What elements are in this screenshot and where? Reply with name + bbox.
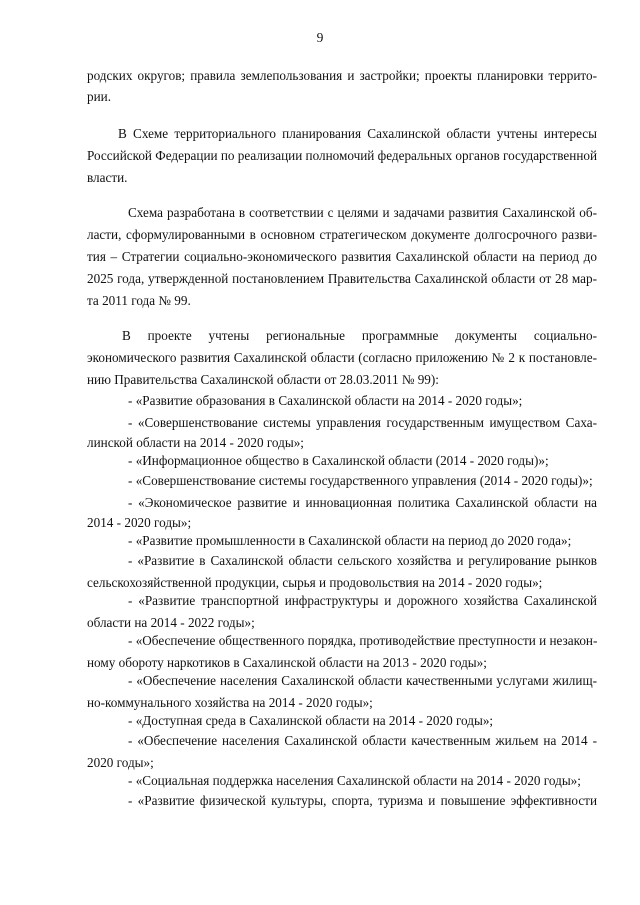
- list-item: - «Развитие в Сахалинской области сельского хозяйства и регулирование рынков: [128, 553, 597, 568]
- list-item: - «Информационное общество в Сахалинской области (2014 - 2020 годы)»;: [128, 453, 549, 468]
- text-line: родских округов; правила землепользования и застройки; проекты планировки террито-: [87, 68, 597, 83]
- text-line: области на 2014 - 2022 годы»;: [87, 615, 255, 630]
- text-line: В проекте учтены региональные программные документы социально-: [122, 328, 597, 343]
- list-item: - «Социальная поддержка населения Сахалинской области на 2014 - 2020 годы»;: [128, 773, 581, 788]
- text-line: Схема разработана в соответствии с целями и задачами развития Сахалинской об-: [128, 205, 597, 220]
- text-line: но-коммунального хозяйства на 2014 - 2020 годы»;: [87, 695, 373, 710]
- text-line: Российской Федерации по реализации полномочий федеральных органов государственной: [87, 148, 598, 163]
- text-line: сельскохозяйственной продукции, сырья и продовольствия на 2014 - 2020 годы»;: [87, 575, 543, 590]
- text-line: та 2011 года № 99.: [87, 293, 191, 308]
- text-line: 2025 года, утвержденной постановлением Правительства Сахалинской области от 28 мар-: [87, 271, 597, 286]
- list-item: - «Развитие промышленности в Сахалинской области на период до 2020 года»;: [128, 533, 572, 548]
- text-line: экономического развития Сахалинской области (согласно приложению № 2 к постановле-: [87, 350, 597, 365]
- text-line: 2020 годы»;: [87, 755, 154, 770]
- text-line: власти.: [87, 170, 128, 185]
- list-item: - «Совершенствование системы государственного управления (2014 - 2020 годы)»;: [128, 473, 593, 488]
- text-line: тия – Стратегии социально-экономического развития Сахалинской области на период до: [87, 249, 597, 264]
- text-line: ному обороту наркотиков в Сахалинской области на 2013 - 2020 годы»;: [87, 655, 487, 670]
- text-line: линской области на 2014 - 2020 годы»;: [87, 435, 304, 450]
- text-line: 2014 - 2020 годы»;: [87, 515, 192, 530]
- list-item: - «Экономическое развитие и инновационная политика Сахалинской области на: [128, 495, 597, 510]
- text-line: нию Правительства Сахалинской области от 28.03.2011 № 99):: [87, 372, 439, 387]
- list-item: - «Развитие физической культуры, спорта, туризма и повышение эффективности: [128, 793, 597, 808]
- text-line: ласти, сформулированными в основном стратегическом документе долгосрочного разви-: [87, 227, 597, 242]
- list-item: - «Доступная среда в Сахалинской области на 2014 - 2020 годы»;: [128, 713, 494, 728]
- text-line: рии.: [87, 89, 112, 104]
- text-line: В Схеме территориального планирования Сахалинской области учтены интересы: [118, 126, 597, 141]
- list-item: - «Совершенствование системы управления государственным имуществом Саха-: [128, 415, 597, 430]
- list-item: - «Развитие образования в Сахалинской области на 2014 - 2020 годы»;: [128, 393, 523, 408]
- list-item: - «Обеспечение населения Сахалинской области качественными услугами жилищ-: [128, 673, 597, 688]
- list-item: - «Обеспечение населения Сахалинской области качественным жильем на 2014 -: [128, 733, 597, 748]
- list-item: - «Обеспечение общественного порядка, противодействие преступности и незакон-: [128, 633, 598, 648]
- page-number: 9: [316, 30, 324, 45]
- list-item: - «Развитие транспортной инфраструктуры и дорожного хозяйства Сахалинской: [128, 593, 597, 608]
